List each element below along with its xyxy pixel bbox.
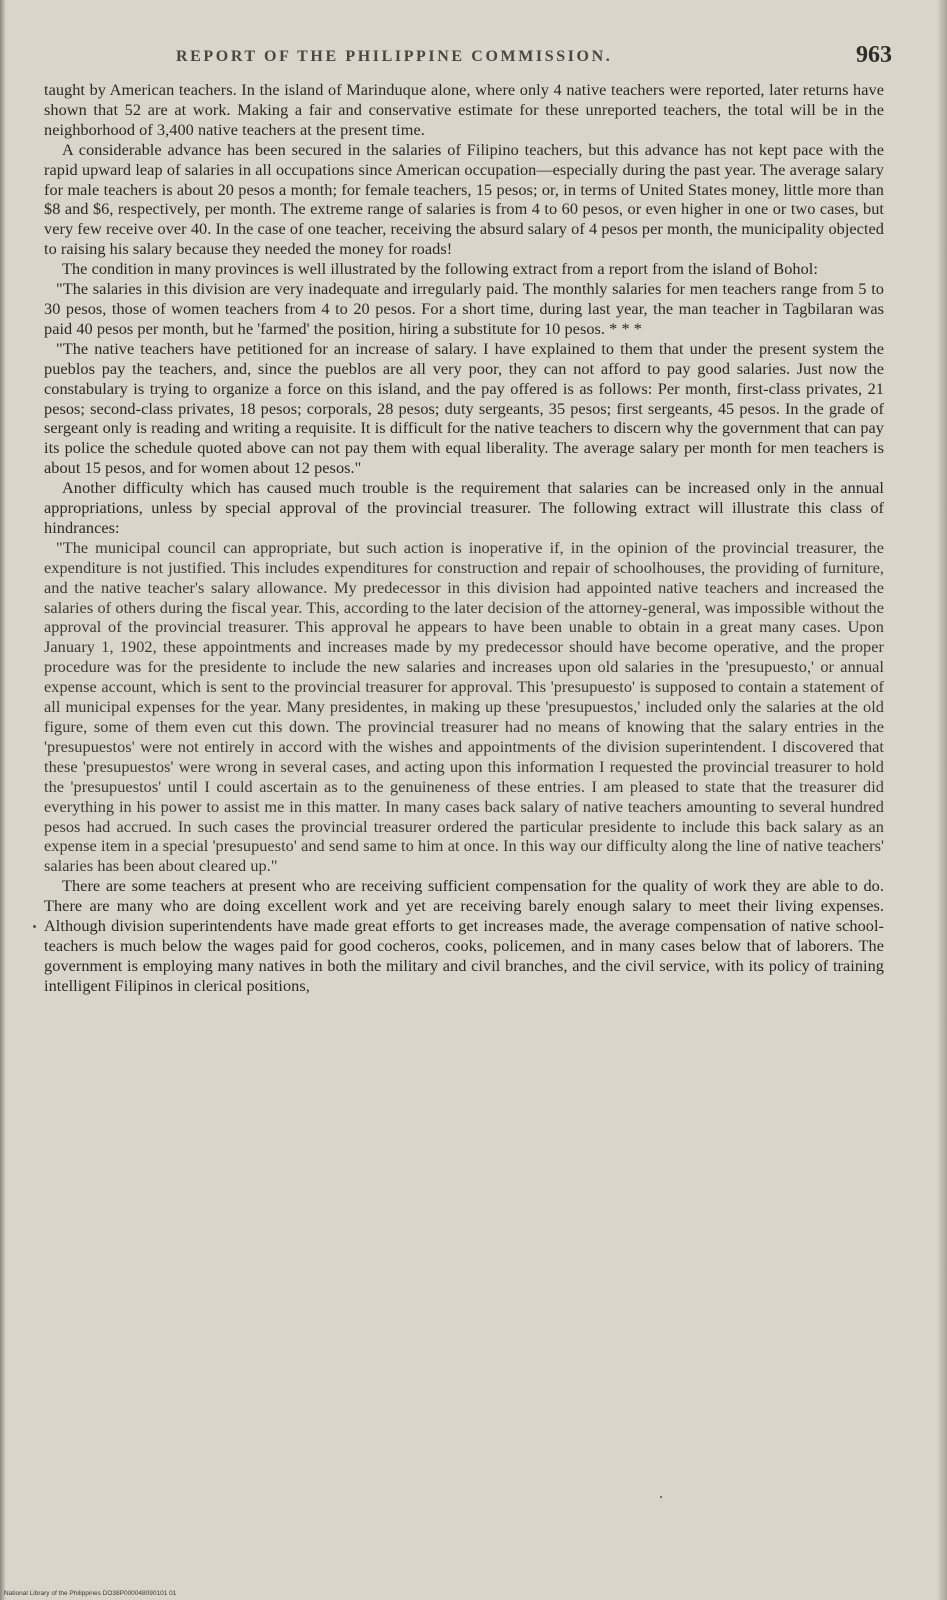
paragraph-compensation: There are some teachers at present who are receiving sufficient compensation for the quality of work they are able to do. There are many who are doing excellent work and yet are receiving barely enough salary to meet their living expenses. Although division superintendents have made great efforts to get increases made, the average compensation of native school-teachers is much below the wages paid for good cocheros, cooks, policemen, and in many cases below that of laborers. The government is employing many natives in both the military and civil branches, and the civil service, with its policy of training intelligent Filipinos in clerical positions, [44, 876, 884, 995]
paragraph-continuation: taught by American teachers. In the island of Marinduque alone, where only 4 native teachers were reported, later returns have shown that 52 are at work. Making a fair and conservative estimate for these unreported teachers, the total will be in the neighborhood of 3,400 native teachers at the present time. [44, 80, 884, 139]
paragraph-another-difficulty: Another difficulty which has caused much trouble is the requirement that salaries can be increased only in the annual appropriations, unless by special approval of the provincial treasurer. The following extract will illustrate this class of hindrances: [44, 478, 884, 537]
quote-bohol-salaries: "The salaries in this division are very inadequate and irregularly paid. The monthly salaries for men teachers range from 5 to 30 pesos, those of women teachers from 4 to 20 pesos. For a short time, during last year, the man teacher in Tagbilaran was paid 40 pesos per month, but he 'farmed' the position, hiring a substitute for 10 pesos. * * * [44, 279, 884, 338]
running-head [44, 42, 892, 76]
library-credit: National Library of the Philippines DO38P000048090101 01 [4, 1590, 177, 1597]
scan-edge-left [0, 0, 6, 1600]
page-number: 963 [856, 42, 892, 68]
quote-municipal-council: "The municipal council can appropriate, but such action is inoperative if, in the opinion of the provincial treasurer, the expenditure is not justified. This includes expenditures for construction and repair of schoolhouses, the providing of furniture, and the native teacher's salary allowance. My predecessor in this division had appointed native teachers and increased the salaries of others during the fiscal year. This, according to the later decision of the attorney-general, was impossible without the approval of the provincial treasurer. This approval he appears to have been unable to obtain in a great many cases. Upon January 1, 1902, these appointments and increases made by my predecessor should have become operative, and the proper procedure was for the presidente to include the new salaries and increases upon old salaries in the 'presupuesto,' or annual expense account, which is sent to the provincial treasurer for approval. This 'presupuesto' is supposed to contain a statement of all municipal expenses for the year. Many presidentes, in making up these 'presupuestos,' included only the salaries at the old figure, some of them even cut this down. The provincial treasurer had no means of knowing that the salary entries in the 'presupuestos' were not entirely in accord with the wishes and appointments of the division superintendent. I discovered that these 'presupuestos' were wrong in several cases, and acting upon this information I requested the provincial treasurer to hold the 'presupuestos' until I could ascertain as to the genuineness of these entries. I am pleased to state that the treasurer did everything in his power to assist me in this matter. In many cases back salary of native teachers amounting to several hundred pesos had accrued. In such cases the provincial treasurer ordered the particular presidente to include this back salary as an expense item in a special 'presupuesto' and send same to him at once. In this way our difficulty along the line of native teachers' salaries has been about cleared up." [44, 537, 884, 876]
text-speck [660, 1496, 662, 1498]
running-title: REPORT OF THE PHILIPPINE COMMISSION. [176, 48, 613, 65]
page-content [44, 42, 892, 996]
scan-edge-right [937, 0, 947, 1600]
paragraph-salaries-advance: A considerable advance has been secured in the salaries of Filipino teachers, but this advance has not kept pace with the rapid upward leap of salaries in all occupations since American occupation—especially during the past year. The average salary for male teachers is about 20 pesos a month; for female teachers, 15 pesos; or, in terms of United States money, little more than $8 and $6, respectively, per month. The extreme range of salaries is from 4 to 60 pesos, or even higher in one or two cases, but very few receive over 40. In the case of one teacher, receiving the absurd salary of 4 pesos per month, the municipality objected to raising his salary because they needed the money for roads! [44, 139, 884, 259]
paragraph-bohol-intro: The condition in many provinces is well illustrated by the following extract from a report from the island of Bohol: [62, 259, 818, 279]
footer [0, 1583, 947, 1597]
quote-native-teachers-petition: "The native teachers have petitioned for an increase of salary. I have explained to them that under the present system the pueblos pay the teachers, and, since the pueblos are all very poor, they can not afford to pay good salaries. Just now the constabulary is trying to organize a force on this island, and the pay offered is as follows: Per month, first-class privates, 21 pesos; second-class privates, 18 pesos; corporals, 28 pesos; duty sergeants, 35 pesos; first sergeants, 45 pesos. In the grade of sergeant only is reading and writing a requisite. It is difficult for the native teachers to discern why the government that can pay its police the schedule quoted above can not pay them with equal liberality. The average salary per month for men teachers is about 15 pesos, and for women about 12 pesos." [44, 338, 884, 478]
margin-speck [33, 925, 36, 928]
